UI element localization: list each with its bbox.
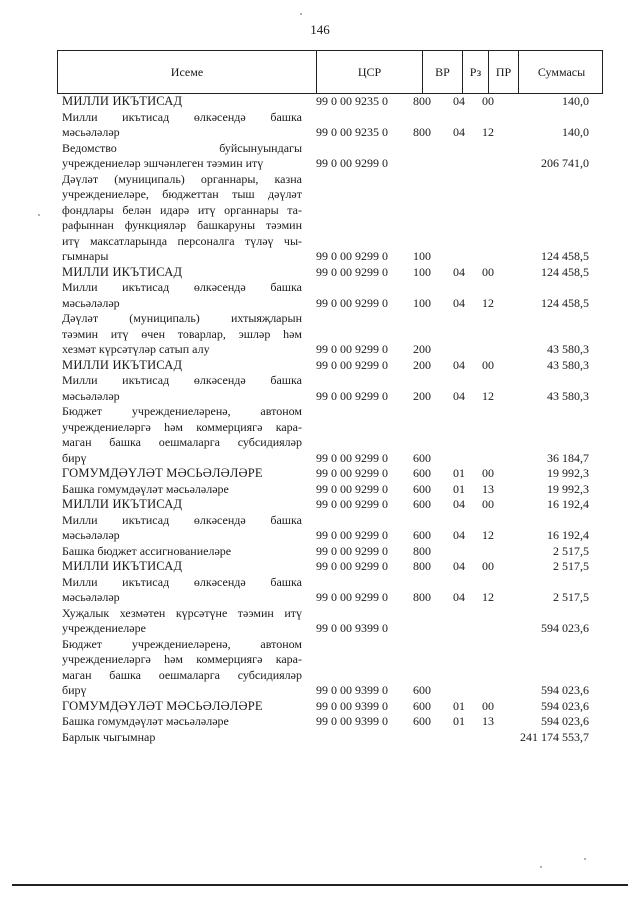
scan-speck: [584, 858, 586, 860]
row-name-line: Милли икътисад өлкәсендә башка: [62, 109, 302, 124]
row-csr: 99 0 00 9235 0: [316, 125, 388, 139]
row-name-line: Башка гомумдәүләт мәсьәләләре: [62, 481, 229, 496]
table-header: [57, 50, 603, 94]
table-row: [0, 94, 640, 110]
row-vr: 100: [413, 295, 431, 310]
row-csr: 99 0 00 9299 0: [316, 156, 388, 170]
row-csr: 99 0 00 9299 0: [316, 481, 388, 496]
row-name: [62, 699, 302, 715]
row-name: [62, 265, 302, 281]
row-sum: 2 517,5: [553, 590, 589, 604]
row-name-line: бирү: [62, 683, 87, 697]
table-row: [0, 373, 640, 404]
row-csr: 99 0 00 9299 0: [316, 497, 388, 511]
row-csr: 99 0 00 9399 0: [316, 714, 388, 728]
row-vr: 800: [413, 543, 431, 558]
row-csr: 99 0 00 9399 0: [316, 698, 388, 713]
row-name: [62, 373, 302, 404]
row-name-line: учреждениеләргә һәм коммерциягә кара-: [62, 419, 302, 434]
table-row: [0, 730, 640, 746]
row-sum: 124 458,5: [541, 295, 589, 310]
row-name: [62, 482, 302, 498]
table-row: [0, 559, 640, 575]
row-sum: 19 992,3: [547, 481, 589, 496]
scan-speck: [540, 866, 542, 868]
row-vr: 800: [413, 590, 431, 604]
row-sum: 594 023,6: [541, 714, 589, 728]
table-row: [0, 575, 640, 606]
table-row: [0, 358, 640, 374]
row-csr: 99 0 00 9299 0: [316, 342, 388, 356]
row-name-line: учреждениеләре: [62, 621, 146, 635]
row-name-line: МИЛЛИ ИКЪТИСАД: [62, 94, 183, 108]
table-row: [0, 172, 640, 265]
row-name-line: рафыннан функцияләр башкаруны тәэмин: [62, 218, 302, 232]
table-row: [0, 637, 640, 699]
row-sum: 140,0: [562, 94, 589, 108]
row-name-line: мәсьәләләр: [62, 125, 120, 139]
row-rz: 04: [453, 94, 465, 108]
row-name-line: Башка гомумдәүләт мәсьәләләре: [62, 714, 229, 728]
row-vr: 100: [413, 249, 431, 263]
row-pr: 00: [482, 497, 494, 511]
row-name-line: бирү: [62, 450, 87, 465]
row-name: [62, 110, 302, 141]
row-sum: 124 458,5: [541, 249, 589, 263]
table-row: [0, 606, 640, 637]
page-number: 146: [310, 22, 330, 37]
row-csr: 99 0 00 9299 0: [316, 295, 388, 310]
row-vr: 600: [413, 466, 431, 480]
row-name-line: мәсьәләләр: [62, 388, 120, 403]
row-name: [62, 172, 302, 265]
row-name-line: Барлык чыгымнар: [62, 729, 156, 744]
row-vr: 600: [413, 714, 431, 728]
row-name-line: Милли икътисад өлкәсендә башка: [62, 512, 302, 527]
row-csr: 99 0 00 9299 0: [316, 249, 388, 263]
row-name: [62, 544, 302, 560]
row-name-line: тәэмин итү өчен товарлар, эшләр һәм: [62, 326, 302, 341]
row-vr: 600: [413, 481, 431, 496]
row-name-line: Ведомство буйсынуындагы: [62, 140, 302, 155]
row-csr: 99 0 00 9299 0: [316, 264, 388, 279]
row-name-line: Милли икътисад өлкәсендә башка: [62, 373, 302, 387]
row-vr: 600: [413, 683, 431, 697]
row-name-line: Дәүләт (муниципаль) органнары, казна: [62, 171, 302, 186]
row-pr: 00: [482, 559, 494, 573]
row-name: [62, 606, 302, 637]
row-rz: 04: [453, 295, 465, 310]
row-pr: 00: [482, 94, 494, 108]
table-row: [0, 482, 640, 498]
row-sum: 140,0: [562, 125, 589, 139]
row-sum: 36 184,7: [547, 450, 589, 465]
scan-speck: [300, 13, 302, 15]
row-name: [62, 141, 302, 172]
row-pr: 12: [482, 125, 494, 139]
row-name-line: маган башка оешмаларга субсидияләр: [62, 667, 302, 682]
row-sum: 594 023,6: [541, 621, 589, 635]
header-csr: ЦСР: [316, 51, 422, 93]
row-csr: 99 0 00 9299 0: [316, 543, 388, 558]
row-csr: 99 0 00 9235 0: [316, 94, 388, 108]
row-csr: 99 0 00 9299 0: [316, 528, 388, 542]
row-csr: 99 0 00 9399 0: [316, 621, 388, 635]
row-name-line: учреждениеләргә һәм коммерциягә кара-: [62, 652, 302, 666]
row-pr: 12: [482, 528, 494, 542]
row-name-line: Дәүләт (муниципаль) ихтыяҗларын: [62, 311, 302, 325]
row-csr: 99 0 00 9299 0: [316, 559, 388, 573]
row-sum: 19 992,3: [547, 466, 589, 480]
row-name-line: фондлары белән идарә итү органнары та-: [62, 202, 302, 217]
row-rz: 04: [453, 125, 465, 139]
row-name: [62, 497, 302, 513]
row-rz: 01: [453, 698, 465, 713]
row-vr: 800: [413, 94, 431, 108]
row-sum: 594 023,6: [541, 683, 589, 697]
row-name-line: итү максатларында персоналга түләү чы-: [62, 233, 302, 248]
row-sum: 2 517,5: [553, 543, 589, 558]
row-name: [62, 358, 302, 374]
table-row: [0, 714, 640, 730]
row-vr: 600: [413, 497, 431, 511]
row-csr: 99 0 00 9299 0: [316, 590, 388, 604]
row-csr: 99 0 00 9399 0: [316, 683, 388, 697]
header-sum: Суммасы: [518, 51, 604, 93]
row-pr: 12: [482, 590, 494, 604]
row-pr: 13: [482, 481, 494, 496]
row-name-line: учреждениеләр эшчәнлеген тәэмин итү: [62, 156, 264, 170]
row-rz: 01: [453, 714, 465, 728]
row-rz: 04: [453, 357, 465, 372]
row-name: [62, 311, 302, 358]
row-name-line: МИЛЛИ ИКЪТИСАД: [62, 357, 183, 372]
row-pr: 12: [482, 295, 494, 310]
row-name-line: Милли икътисад өлкәсендә башка: [62, 280, 302, 294]
table-row: [0, 404, 640, 466]
row-name: [62, 559, 302, 575]
row-vr: 200: [413, 388, 431, 403]
row-vr: 800: [413, 125, 431, 139]
table-row: [0, 466, 640, 482]
row-sum: 16 192,4: [547, 528, 589, 542]
row-vr: 200: [413, 342, 431, 356]
row-sum: 43 580,3: [547, 342, 589, 356]
header-pr: ПР: [488, 51, 518, 93]
row-pr: 00: [482, 698, 494, 713]
table-row: [0, 497, 640, 513]
row-pr: 00: [482, 264, 494, 279]
row-name-line: МИЛЛИ ИКЪТИСАД: [62, 559, 183, 573]
row-pr: 12: [482, 388, 494, 403]
row-rz: 04: [453, 388, 465, 403]
bottom-border: [12, 884, 628, 886]
row-rz: 04: [453, 264, 465, 279]
header-rz: Рз: [462, 51, 488, 93]
row-name: [62, 513, 302, 544]
row-csr: 99 0 00 9299 0: [316, 357, 388, 372]
row-name-line: учреждениеләре, бюджеттан тыш дәүләт: [62, 187, 302, 201]
row-rz: 04: [453, 559, 465, 573]
row-sum: 43 580,3: [547, 388, 589, 403]
row-sum: 241 174 553,7: [520, 729, 589, 744]
row-name: [62, 280, 302, 311]
header-name: Исеме: [170, 64, 204, 79]
row-rz: 01: [453, 466, 465, 480]
row-rz: 04: [453, 590, 465, 604]
row-vr: 100: [413, 264, 431, 279]
table-row: [0, 311, 640, 358]
row-pr: 00: [482, 466, 494, 480]
row-name: [62, 575, 302, 606]
row-name-line: Милли икътисад өлкәсендә башка: [62, 574, 302, 589]
row-pr: 13: [482, 714, 494, 728]
row-name-line: мәсьәләләр: [62, 590, 120, 604]
header-vr: ВР: [422, 51, 462, 93]
row-name-line: хезмәт күрсәтүләр сатып алу: [62, 342, 210, 356]
row-name: [62, 714, 302, 730]
row-name: [62, 94, 302, 110]
row-sum: 206 741,0: [541, 156, 589, 170]
row-name-line: МИЛЛИ ИКЪТИСАД: [62, 497, 183, 511]
scan-speck: [38, 214, 40, 216]
row-sum: 43 580,3: [547, 357, 589, 372]
row-name-line: ГОМУМДӘҮЛӘТ МӘСЬӘЛӘЛӘРЕ: [62, 698, 263, 713]
row-name: [62, 730, 302, 746]
row-name-line: маган башка оешмаларга субсидияләр: [62, 435, 302, 449]
row-name-line: мәсьәләләр: [62, 295, 120, 310]
row-rz: 04: [453, 497, 465, 511]
row-vr: 800: [413, 559, 431, 573]
row-name-line: ГОМУМДӘҮЛӘТ МӘСЬӘЛӘЛӘРЕ: [62, 466, 263, 480]
row-name-line: гымнары: [62, 249, 109, 263]
table-row: [0, 544, 640, 560]
row-sum: 16 192,4: [547, 497, 589, 511]
row-csr: 99 0 00 9299 0: [316, 388, 388, 403]
row-vr: 600: [413, 450, 431, 465]
row-name-line: Бюджет учреждениеләренә, автоном: [62, 404, 302, 418]
table-row: [0, 513, 640, 544]
row-name-line: мәсьәләләр: [62, 528, 120, 542]
row-name: [62, 466, 302, 482]
table-body: [0, 94, 640, 754]
table-row: [0, 265, 640, 281]
row-csr: 99 0 00 9299 0: [316, 450, 388, 465]
row-name-line: МИЛЛИ ИКЪТИСАД: [62, 264, 183, 279]
row-csr: 99 0 00 9299 0: [316, 466, 388, 480]
row-pr: 00: [482, 357, 494, 372]
row-name-line: Бюджет учреждениеләренә, автоном: [62, 636, 302, 651]
row-vr: 600: [413, 528, 431, 542]
table-row: [0, 699, 640, 715]
row-name: [62, 637, 302, 699]
row-vr: 200: [413, 357, 431, 372]
table-row: [0, 110, 640, 141]
row-vr: 600: [413, 698, 431, 713]
row-rz: 04: [453, 528, 465, 542]
row-name: [62, 404, 302, 466]
row-sum: 594 023,6: [541, 698, 589, 713]
row-name-line: Хуҗалык хезмәтен күрсәтүне тәэмин итү: [62, 605, 302, 620]
row-sum: 2 517,5: [553, 559, 589, 573]
row-rz: 01: [453, 481, 465, 496]
table-row: [0, 280, 640, 311]
row-name-line: Башка бюджет ассигнованиеләре: [62, 543, 232, 558]
table-row: [0, 141, 640, 172]
row-sum: 124 458,5: [541, 264, 589, 279]
